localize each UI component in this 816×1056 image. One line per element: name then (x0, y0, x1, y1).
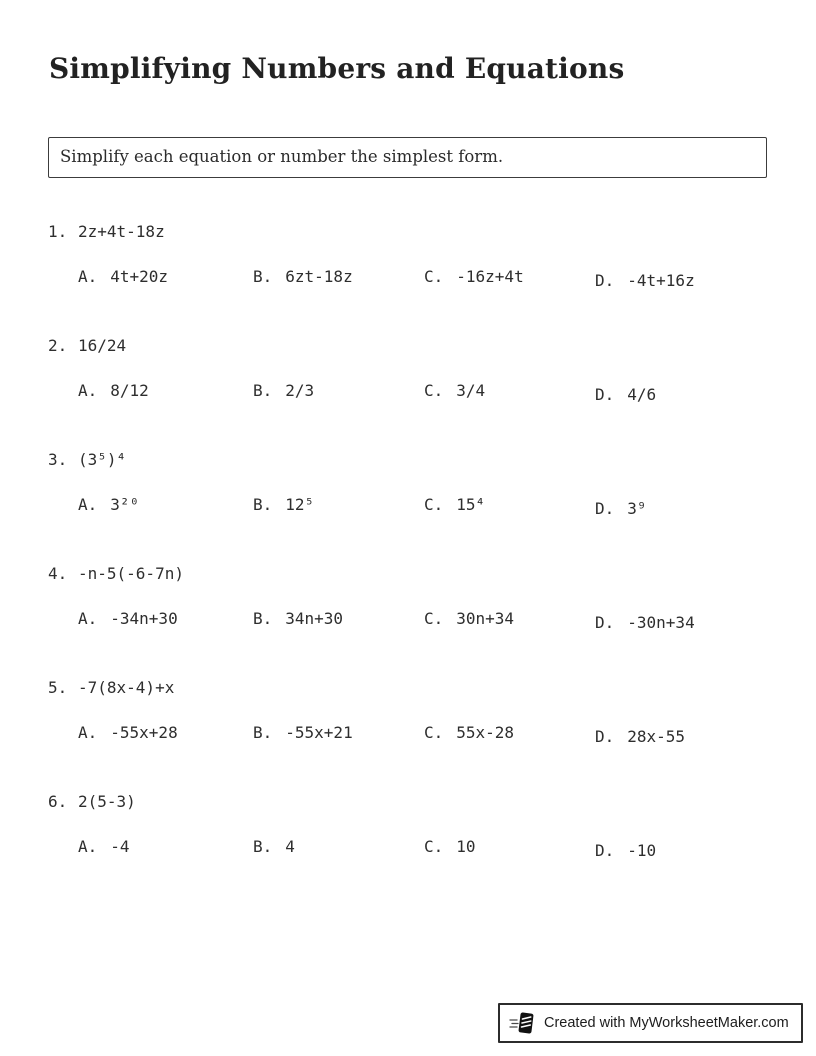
option-c (424, 495, 595, 514)
option-letter: D. (595, 727, 615, 746)
option-letter: D. (595, 841, 615, 860)
option-letter: A. (78, 267, 98, 286)
option-value: 8/12 (110, 381, 149, 400)
option-b (253, 837, 424, 856)
footer-credit-text: Created with MyWorksheetMaker.com (544, 1015, 789, 1031)
question-number: 3. (48, 450, 68, 469)
option-c (424, 267, 595, 286)
option-value: 6zt-18z (285, 267, 353, 286)
question-list (48, 222, 767, 860)
option-letter: A. (78, 381, 98, 400)
option-d (595, 841, 767, 860)
option-letter: C. (424, 723, 444, 742)
option-value: -4 (110, 837, 130, 856)
question-prompt: 2(5-3) (78, 792, 136, 811)
question-5 (48, 678, 767, 746)
option-letter: B. (253, 495, 273, 514)
option-value: -4t+16z (627, 271, 695, 290)
option-letter: D. (595, 499, 615, 518)
option-a (78, 495, 253, 514)
option-value: 3/4 (456, 381, 486, 400)
option-d (595, 499, 767, 518)
option-a (78, 837, 253, 856)
question-3 (48, 450, 767, 518)
option-letter: A. (78, 495, 98, 514)
option-c (424, 381, 595, 400)
option-b (253, 381, 424, 400)
page-title: Simplifying Numbers and Equations (49, 52, 625, 85)
option-c (424, 723, 595, 742)
option-letter: C. (424, 495, 444, 514)
option-letter: A. (78, 723, 98, 742)
option-value: -34n+30 (110, 609, 178, 628)
option-value: 4/6 (627, 385, 657, 404)
question-number: 4. (48, 564, 68, 583)
options-row (78, 723, 767, 746)
option-letter: C. (424, 837, 444, 856)
option-value: 10 (456, 837, 476, 856)
option-value: 3²⁰ (110, 495, 140, 514)
footer-credit-box (498, 1003, 803, 1043)
option-a (78, 723, 253, 742)
option-d (595, 613, 767, 632)
option-b (253, 267, 424, 286)
option-value: 4t+20z (110, 267, 169, 286)
option-letter: C. (424, 609, 444, 628)
option-value: 4 (285, 837, 295, 856)
worksheet-maker-logo-icon (509, 1010, 536, 1037)
question-4 (48, 564, 767, 632)
question-number: 6. (48, 792, 68, 811)
question-prompt: 2z+4t-18z (78, 222, 165, 241)
option-a (78, 609, 253, 628)
option-d (595, 271, 767, 290)
question-prompt: (3⁵)⁴ (78, 450, 127, 469)
option-d (595, 727, 767, 746)
question-prompt: 16/24 (78, 336, 127, 355)
options-row (78, 381, 767, 404)
option-value: 12⁵ (285, 495, 315, 514)
option-letter: A. (78, 837, 98, 856)
option-value: -10 (627, 841, 657, 860)
question-2 (48, 336, 767, 404)
option-letter: D. (595, 271, 615, 290)
option-letter: B. (253, 837, 273, 856)
option-value: 55x-28 (456, 723, 515, 742)
option-letter: B. (253, 267, 273, 286)
option-value: -55x+28 (110, 723, 178, 742)
option-value: 34n+30 (285, 609, 344, 628)
option-value: 3⁹ (627, 499, 647, 518)
option-value: 28x-55 (627, 727, 686, 746)
option-value: -55x+21 (285, 723, 353, 742)
option-c (424, 837, 595, 856)
question-number: 5. (48, 678, 68, 697)
option-letter: B. (253, 609, 273, 628)
option-c (424, 609, 595, 628)
question-prompt: -7(8x-4)+x (78, 678, 175, 697)
option-letter: D. (595, 385, 615, 404)
question-1 (48, 222, 767, 290)
instruction-text: Simplify each equation or number the simplest form. (60, 147, 504, 166)
option-a (78, 267, 253, 286)
option-letter: A. (78, 609, 98, 628)
question-6 (48, 792, 767, 860)
question-number: 1. (48, 222, 68, 241)
option-letter: C. (424, 267, 444, 286)
option-letter: C. (424, 381, 444, 400)
option-letter: B. (253, 723, 273, 742)
option-value: 2/3 (285, 381, 315, 400)
option-d (595, 385, 767, 404)
option-b (253, 723, 424, 742)
options-row (78, 609, 767, 632)
option-value: 15⁴ (456, 495, 486, 514)
option-value: -30n+34 (627, 613, 695, 632)
option-value: -16z+4t (456, 267, 524, 286)
options-row (78, 495, 767, 518)
option-letter: D. (595, 613, 615, 632)
option-b (253, 495, 424, 514)
question-prompt: -n-5(-6-7n) (78, 564, 184, 583)
option-value: 30n+34 (456, 609, 515, 628)
question-number: 2. (48, 336, 68, 355)
options-row (78, 837, 767, 860)
instruction-box (48, 137, 767, 178)
options-row (78, 267, 767, 290)
option-letter: B. (253, 381, 273, 400)
option-b (253, 609, 424, 628)
option-a (78, 381, 253, 400)
